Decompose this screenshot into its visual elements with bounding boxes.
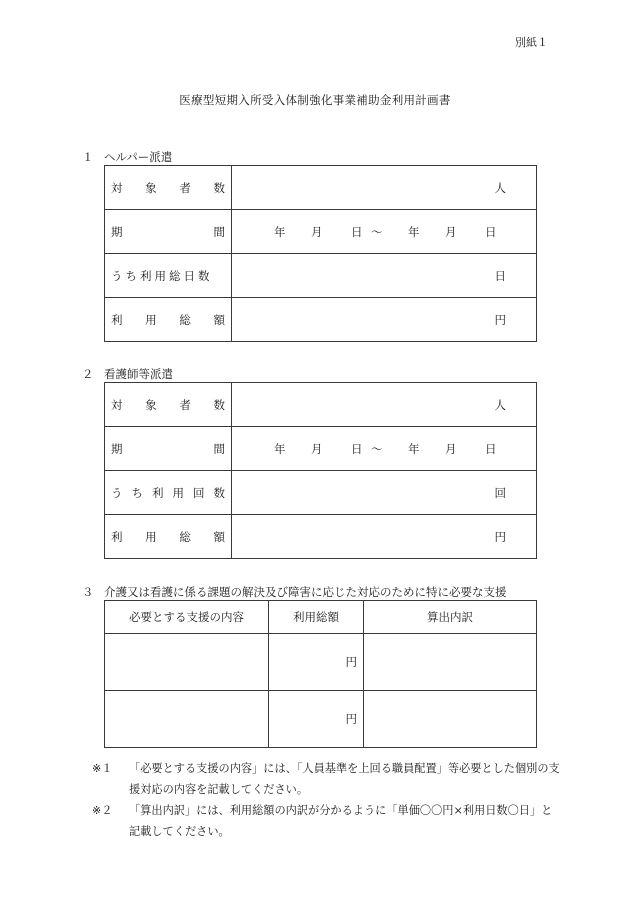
total-amount-cell[interactable]	[269, 634, 364, 691]
nurse-dispatch-table	[104, 382, 537, 559]
note-2-mark: ※２	[92, 804, 113, 817]
section-2-title: 看護師等派遣	[104, 367, 173, 381]
label-cell	[105, 254, 232, 298]
section-2-number: ２	[82, 367, 94, 381]
special-support-table	[104, 600, 537, 748]
label-cell	[105, 427, 232, 471]
period-template: 年 月 日 ～ 年 月 日	[274, 224, 497, 239]
breakdown-cell[interactable]	[364, 634, 537, 691]
note-1-text: 「必要とする支援の内容」には、「人員基準を上回る職員配置」等必要とした個別の支援対応の内容を記載してください。	[129, 762, 560, 796]
table-row	[105, 691, 537, 748]
label-cell	[105, 515, 232, 559]
unit-days: 日	[494, 268, 506, 283]
unit-yen: 円	[494, 529, 506, 544]
target-count-field[interactable]	[232, 166, 537, 210]
unit-yen: 円	[345, 712, 357, 726]
target-count-field[interactable]	[232, 383, 537, 427]
target-count-label: 対 象 者 数	[111, 180, 225, 195]
table-row	[105, 383, 537, 427]
period-field[interactable]	[232, 427, 537, 471]
note-1	[92, 758, 562, 800]
period-label: 期 間	[111, 224, 225, 239]
unit-yen: 円	[345, 655, 357, 669]
unit-yen: 円	[494, 312, 506, 327]
section-1-heading	[82, 149, 172, 165]
support-content-cell[interactable]	[105, 691, 269, 748]
section-3-heading	[82, 584, 507, 600]
note-1-mark: ※１	[92, 762, 113, 775]
section-2-heading	[82, 366, 173, 382]
target-count-label: 対 象 者 数	[111, 397, 225, 412]
table-row	[105, 210, 537, 254]
table-row	[105, 471, 537, 515]
column-header-support-content: 必要とする支援の内容	[105, 601, 269, 634]
table-header-row	[105, 601, 537, 634]
total-amount-field[interactable]	[232, 298, 537, 342]
note-2	[92, 800, 562, 842]
usage-count-label: う ち 利 用 回 数	[111, 485, 225, 500]
table-row	[105, 515, 537, 559]
page-title: 医療型短期入所受入体制強化事業補助金利用計画書	[179, 93, 451, 107]
support-content-cell[interactable]	[105, 634, 269, 691]
table-row	[105, 427, 537, 471]
label-cell	[105, 471, 232, 515]
total-days-label: うち利用総日数	[111, 268, 213, 283]
total-days-field[interactable]	[232, 254, 537, 298]
unit-persons: 人	[494, 180, 506, 195]
helper-dispatch-table	[104, 165, 537, 342]
section-3-number: ３	[82, 585, 94, 599]
label-cell	[105, 166, 232, 210]
table-row	[105, 634, 537, 691]
table-row	[105, 254, 537, 298]
label-cell	[105, 210, 232, 254]
usage-count-field[interactable]	[232, 471, 537, 515]
table-row	[105, 298, 537, 342]
note-2-text: 「算出内訳」には、利用総額の内訳が分かるように「単価〇〇円×利用日数〇日」と記載してください。	[129, 804, 553, 838]
label-cell	[105, 298, 232, 342]
total-amount-label: 利 用 総 額	[111, 529, 225, 544]
total-amount-label: 利 用 総 額	[111, 312, 225, 327]
period-template: 年 月 日 ～ 年 月 日	[274, 441, 497, 456]
period-field[interactable]	[232, 210, 537, 254]
column-header-total-amount: 利用総額	[269, 601, 364, 634]
section-3-title: 介護又は看護に係る課題の解決及び障害に応じた対応のために特に必要な支援	[104, 585, 507, 599]
total-amount-field[interactable]	[232, 515, 537, 559]
period-label: 期 間	[111, 441, 225, 456]
section-1-number: １	[82, 150, 94, 164]
column-header-breakdown: 算出内訳	[364, 601, 537, 634]
breakdown-cell[interactable]	[364, 691, 537, 748]
total-amount-cell[interactable]	[269, 691, 364, 748]
section-1-title: ヘルパー派遣	[104, 150, 173, 164]
unit-times: 回	[494, 485, 506, 500]
attachment-label: 別紙１	[515, 36, 548, 49]
table-row	[105, 166, 537, 210]
label-cell	[105, 383, 232, 427]
unit-persons: 人	[494, 397, 506, 412]
